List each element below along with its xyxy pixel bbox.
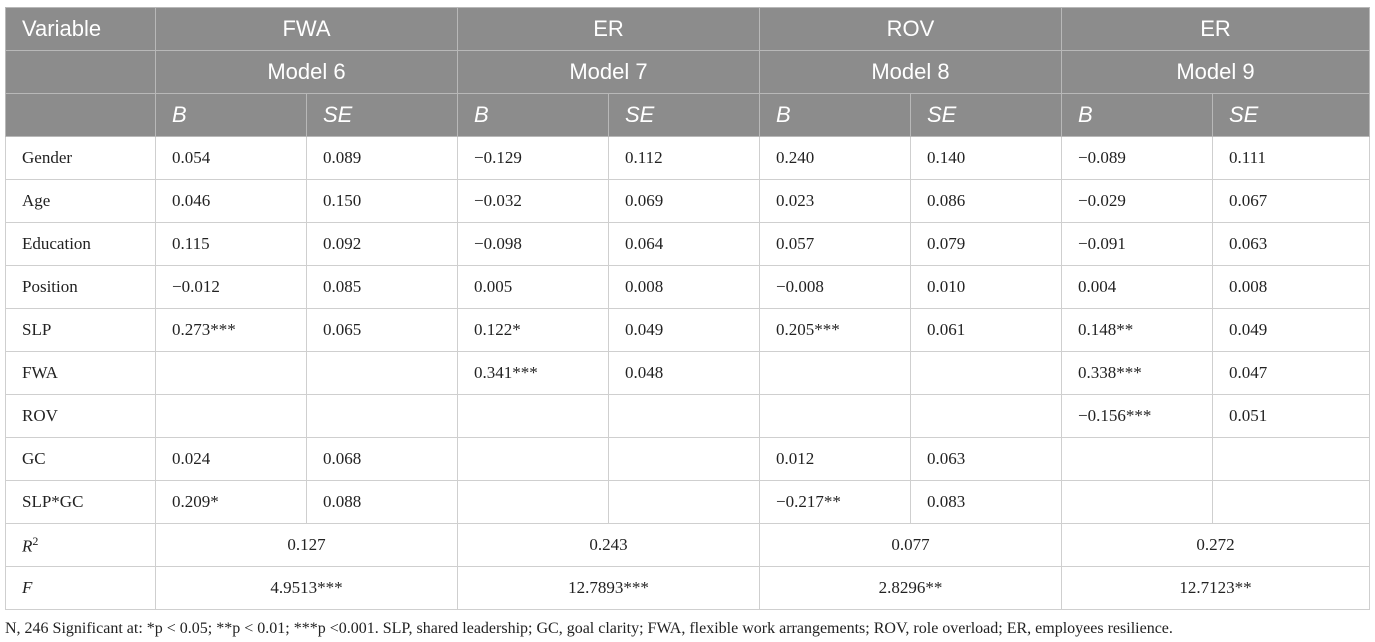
table-row xyxy=(6,481,1370,524)
cell xyxy=(1213,438,1370,481)
se-header: SE xyxy=(609,94,760,137)
blank-header xyxy=(6,94,156,137)
b-header: B xyxy=(760,94,911,137)
cell: 0.047 xyxy=(1213,352,1370,395)
table-row xyxy=(6,438,1370,481)
cell: 0.069 xyxy=(609,180,760,223)
cell: 0.209* xyxy=(156,481,307,524)
r2-label-sup: 2 xyxy=(32,533,39,548)
table-row xyxy=(6,180,1370,223)
cell xyxy=(1062,438,1213,481)
cell: 0.088 xyxy=(307,481,458,524)
row-label: ROV xyxy=(6,395,156,438)
cell xyxy=(609,481,760,524)
r2-label xyxy=(6,524,156,567)
header-row-stats xyxy=(6,94,1370,137)
cell xyxy=(307,395,458,438)
row-label: SLP xyxy=(6,309,156,352)
cell: 0.023 xyxy=(760,180,911,223)
cell: 0.057 xyxy=(760,223,911,266)
row-label: Age xyxy=(6,180,156,223)
cell: 0.122* xyxy=(458,309,609,352)
header-row-dv xyxy=(6,8,1370,51)
cell: −0.029 xyxy=(1062,180,1213,223)
row-label: Education xyxy=(6,223,156,266)
cell xyxy=(911,395,1062,438)
f-value: 2.8296** xyxy=(760,567,1062,610)
cell: −0.098 xyxy=(458,223,609,266)
dv-header: ER xyxy=(1062,8,1370,51)
cell: 0.024 xyxy=(156,438,307,481)
cell: 0.065 xyxy=(307,309,458,352)
cell: 0.115 xyxy=(156,223,307,266)
cell xyxy=(1062,481,1213,524)
cell xyxy=(458,481,609,524)
cell: −0.012 xyxy=(156,266,307,309)
cell xyxy=(609,395,760,438)
table-row xyxy=(6,309,1370,352)
cell: 0.008 xyxy=(1213,266,1370,309)
f-value: 4.9513*** xyxy=(156,567,458,610)
cell: 0.341*** xyxy=(458,352,609,395)
cell xyxy=(760,352,911,395)
cell: −0.091 xyxy=(1062,223,1213,266)
cell xyxy=(760,395,911,438)
cell xyxy=(1213,481,1370,524)
row-label: SLP*GC xyxy=(6,481,156,524)
cell: 0.112 xyxy=(609,137,760,180)
dv-header: ER xyxy=(458,8,760,51)
table-row xyxy=(6,137,1370,180)
cell: −0.129 xyxy=(458,137,609,180)
regression-table xyxy=(5,7,1370,610)
f-value: 12.7123** xyxy=(1062,567,1370,610)
cell: 0.049 xyxy=(1213,309,1370,352)
table-row xyxy=(6,266,1370,309)
cell: 0.061 xyxy=(911,309,1062,352)
cell: 0.089 xyxy=(307,137,458,180)
cell: 0.338*** xyxy=(1062,352,1213,395)
cell: −0.008 xyxy=(760,266,911,309)
r2-row xyxy=(6,524,1370,567)
row-label: FWA xyxy=(6,352,156,395)
f-row xyxy=(6,567,1370,610)
cell: −0.156*** xyxy=(1062,395,1213,438)
cell xyxy=(911,352,1062,395)
cell: 0.005 xyxy=(458,266,609,309)
cell: 0.079 xyxy=(911,223,1062,266)
r2-value: 0.077 xyxy=(760,524,1062,567)
row-label: GC xyxy=(6,438,156,481)
cell: 0.049 xyxy=(609,309,760,352)
cell xyxy=(156,352,307,395)
cell: 0.083 xyxy=(911,481,1062,524)
cell: 0.240 xyxy=(760,137,911,180)
table-row xyxy=(6,352,1370,395)
se-header: SE xyxy=(307,94,458,137)
cell: 0.063 xyxy=(1213,223,1370,266)
cell: 0.051 xyxy=(1213,395,1370,438)
cell: 0.273*** xyxy=(156,309,307,352)
cell: 0.063 xyxy=(911,438,1062,481)
cell: 0.010 xyxy=(911,266,1062,309)
cell: 0.140 xyxy=(911,137,1062,180)
header-row-model xyxy=(6,51,1370,94)
r2-label-base: R xyxy=(22,536,33,556)
cell: −0.089 xyxy=(1062,137,1213,180)
f-label: F xyxy=(6,567,156,610)
variable-header: Variable xyxy=(6,8,156,51)
dv-header: ROV xyxy=(760,8,1062,51)
cell: 0.085 xyxy=(307,266,458,309)
cell: 0.008 xyxy=(609,266,760,309)
b-header: B xyxy=(1062,94,1213,137)
cell: 0.205*** xyxy=(760,309,911,352)
cell: −0.217** xyxy=(760,481,911,524)
cell xyxy=(609,438,760,481)
cell: −0.032 xyxy=(458,180,609,223)
se-header: SE xyxy=(1213,94,1370,137)
cell xyxy=(307,352,458,395)
cell: 0.067 xyxy=(1213,180,1370,223)
model-header: Model 7 xyxy=(458,51,760,94)
cell: 0.004 xyxy=(1062,266,1213,309)
cell: 0.046 xyxy=(156,180,307,223)
cell xyxy=(458,438,609,481)
cell: 0.068 xyxy=(307,438,458,481)
cell: 0.064 xyxy=(609,223,760,266)
table-footnote: N, 246 Significant at: *p < 0.05; **p < 0.01; ***p <0.001. SLP, shared leadership; GC, goal clarity; FWA, flexible work arrangements; ROV, role overload; ER, employees resilience. xyxy=(5,620,1173,637)
cell: 0.092 xyxy=(307,223,458,266)
cell: 0.086 xyxy=(911,180,1062,223)
blank-header xyxy=(6,51,156,94)
table-row xyxy=(6,223,1370,266)
se-header: SE xyxy=(911,94,1062,137)
cell: 0.048 xyxy=(609,352,760,395)
b-header: B xyxy=(458,94,609,137)
f-value: 12.7893*** xyxy=(458,567,760,610)
model-header: Model 6 xyxy=(156,51,458,94)
row-label: Position xyxy=(6,266,156,309)
cell: 0.148** xyxy=(1062,309,1213,352)
dv-header: FWA xyxy=(156,8,458,51)
row-label: Gender xyxy=(6,137,156,180)
r2-value: 0.243 xyxy=(458,524,760,567)
cell: 0.054 xyxy=(156,137,307,180)
model-header: Model 9 xyxy=(1062,51,1370,94)
cell: 0.111 xyxy=(1213,137,1370,180)
r2-value: 0.127 xyxy=(156,524,458,567)
cell xyxy=(458,395,609,438)
cell: 0.012 xyxy=(760,438,911,481)
b-header: B xyxy=(156,94,307,137)
cell: 0.150 xyxy=(307,180,458,223)
table-row xyxy=(6,395,1370,438)
model-header: Model 8 xyxy=(760,51,1062,94)
r2-value: 0.272 xyxy=(1062,524,1370,567)
table-body xyxy=(6,137,1370,610)
cell xyxy=(156,395,307,438)
